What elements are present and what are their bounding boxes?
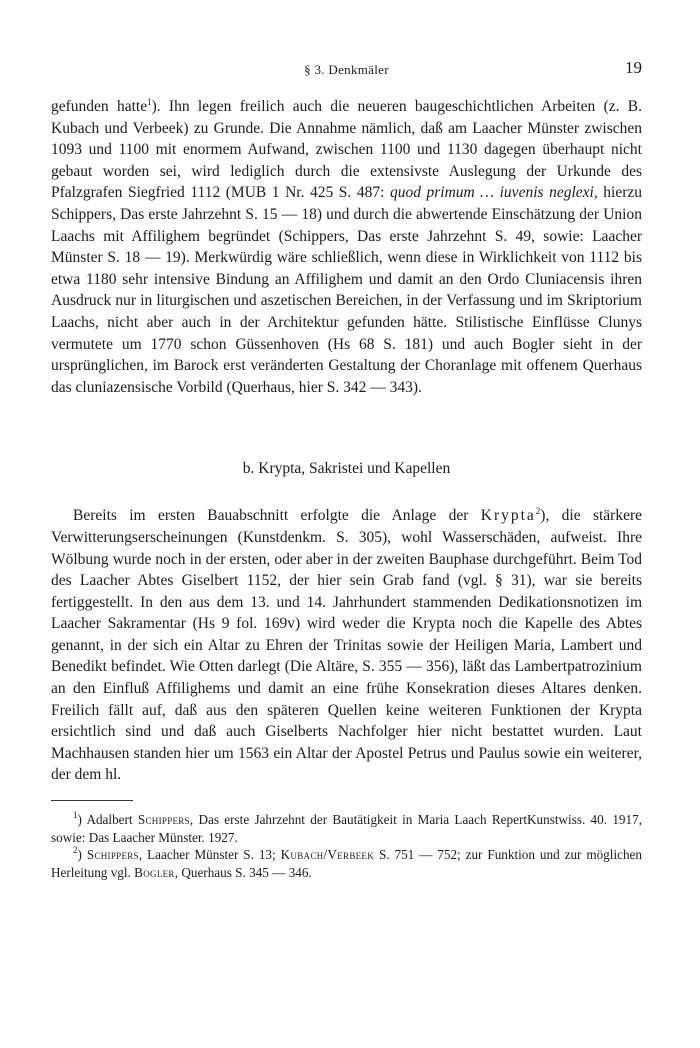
footnotes [51,800,642,881]
page-number: 19 [625,58,642,77]
book-page [51,58,642,881]
footnote-1: $^1$) Adalbert Schippers, Das erste Jahrzehnt der Bautätigkeit in Maria Laach RepertKunstwiss. 40. 1917, sowie: Das Laacher Münster. 1927. [51,810,642,845]
paragraph-continuation: gefunden hatte$^1$). Ihn legen freilich auch die neueren baugeschichtlichen Arbeiten (z. B. Kubach und Verbeek) zu Grunde. Die Annahme nämlich, daß am Laacher Münster zwischen 1093 und 1100 mit enormem Aufwand, zwischen 1100 und 1130 dagegen überhaupt nicht gebaut worden sei, wird lediglich durch die extensivste Auslegung der Urkunde des Pfalzgrafen Siegfried 1112 (MUB 1 Nr. 425 S. 487: quod primum … iuvenis neglexi, hierzu Schippers, Das erste Jahrzehnt S. 15 — 18) und durch die abwertende Einschätzung der Union Laachs mit Affilighem begründet (Schippers, Das erste Jahrzehnt S. 49, sowie: Laacher Münster S. 18 — 19). Merkwürdig wäre schließlich, wenn diese in Wirklichkeit von 1112 bis etwa 1180 sehr intensive Bindung an Affilighem und damit an den Ordo Cluniacensis ihren Ausdruck nur in liturgischen und aszetischen Bereichen, in der Verfassung und im Skriptorium Laachs, nicht aber auch in der Architektur gefunden hätte. Stilistische Einflüsse Clunys vermutete um 1770 schon Güssenhoven (Hs 68 S. 181) und auch Bogler sieht in der ursprünglichen, im Barock erst veränderten Gestaltung der Choranlage mit offenem Querhaus das cluniazensische Vorbild (Querhaus, hier S. 342 — 343). [51,97,642,396]
footnote-ref-2[interactable]: 2 [535,506,541,517]
footnote-2: $^2$) Schippers, Laacher Münster S. 13; Kubach/Verbeek S. 751 — 752; zur Funktion und zur möglichen Herleitung vgl. Bogler, Querhaus S. 345 — 346. [51,845,642,880]
running-head [51,58,642,84]
paragraph-krypta: Bereits im ersten Bauabschnitt erfolgte die Anlage der Krypta$^2$), die stärkere Verwitterungserscheinungen (Kunstdenkm. S. 305), wohl Wasserschäden, aufweist. Ihre Wölbung wurde noch in der ersten, oder aber in der zweiten Bauphase durchgeführt. Beim Tod des Laacher Abtes Giselbert 1152, der hier sein Grab fand (vgl. § 31), war sie bereits fertiggestellt. In den aus dem 13. und 14. Jahrhundert stammenden Dedikationsnotizen im Laacher Sakramentar (Hs 9 fol. 169v) wird weder die Krypta noch die Kapelle des Abtes genannt, in der sich ein Altar zu Ehren der Trinitas sowie der Heiligen Maria, Lambert und Benedikt befindet. Wie Otten darlegt (Die Altäre, S. 355 — 356), läßt das Lambertpatrozinium an den Einfluß Affilighems und damit an eine frühe Konsekration dieses Altares denken. Freilich fällt auf, daß aus den späteren Quellen keine weiteren Funktionen der Krypta ersichtlich sind und daß auch Giselberts Nachfolger hier nicht bestattet wurden. Laut Machhausen standen hier um 1563 ein Altar der Apostel Petrus und Paulus sowie ein weiterer, der dem hl. [51,506,642,784]
spaced-term: Krypta [480,507,536,525]
running-title: § 3. Denkmäler [304,62,389,77]
latin-quote: quod primum … iuvenis neglexi, [389,184,598,202]
footnote-divider [51,800,133,801]
footnote-ref-1[interactable]: 1 [147,97,152,107]
section-heading: b. Krypta, Sakristei und Kapellen [242,460,451,478]
